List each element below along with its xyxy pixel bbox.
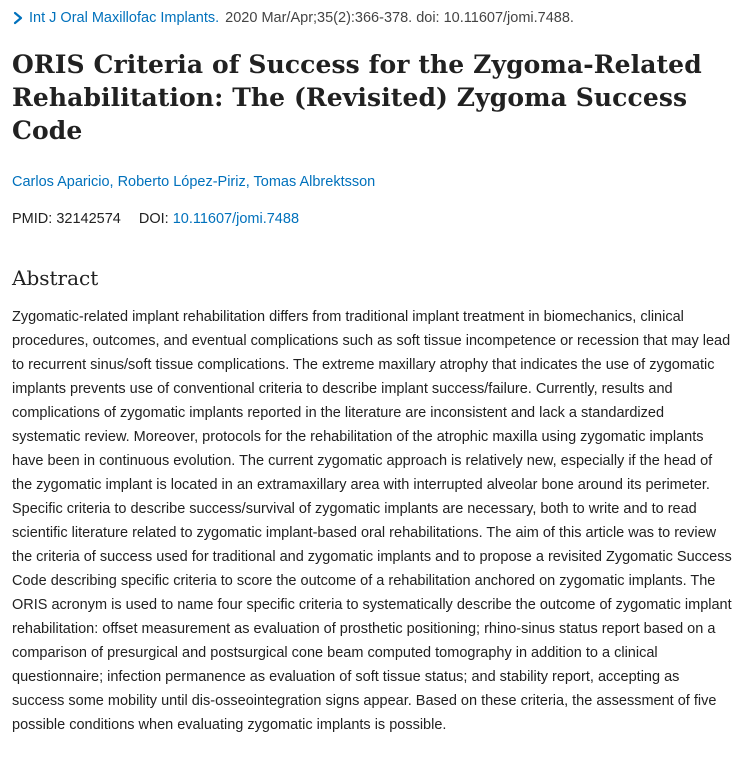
chevron-right-icon-graphic	[12, 11, 24, 25]
journal-citation	[12, 8, 732, 28]
author-separator: ,	[109, 174, 118, 190]
author-link-albrektsson[interactable]: Tomas Albrektsson	[253, 174, 376, 190]
abstract-heading: Abstract	[12, 266, 99, 290]
citation-details: 2020 Mar/Apr;35(2):366-378. doi: 10.11607/jomi.7488.	[225, 10, 574, 26]
author-link-aparicio[interactable]: Carlos Aparicio	[12, 174, 110, 190]
author-link-lopez-piriz[interactable]: Roberto López-Piriz	[117, 174, 246, 190]
pmid-label: PMID:	[12, 211, 53, 227]
article-title: ORIS Criteria of Success for the Zygoma-Related Rehabilitation: The (Revisited) Zygoma Success Code	[12, 50, 702, 145]
abstract-text: Zygomatic-related implant rehabilitation differs from traditional implant treatment in biomechanics, clinical procedures, outcomes, and eventual complications such as soft tissue incompetence or recession that may lead to recurrent sinus/soft tissue complications. The extreme maxillary atrophy that indicates the use of zygomatic implants prevents use of conventional criteria to describe implant success/failure. Currently, results and complications of zygomatic implants reported in the literature are inconsistent and lack a standardized systematic review. Moreover, protocols for the rehabilitation of the atrophic maxilla using zygomatic implants have been in continuous evolution. The current zygomatic approach is relatively new, especially if the head of the zygomatic implant is located in an extramaxillary area with interrupted alveolar bone around its perimeter. Specific criteria to describe success/survival of zygomatic implants are necessary, both to write and to read scientific literature related to zygomatic implant-based oral rehabilitations. The aim of this article was to review the criteria of success used for traditional and zygomatic implants and to propose a revisited Zygomatic Success Code describing specific criteria to score the outcome of a rehabilitation anchored on zygomatic implants. The ORIS acronym is used to name four specific criteria to systematically describe the outcome of zygomatic implant rehabilitation: offset measurement as evaluation of prosthetic positioning; rhino-sinus status report based on a comparison of presurgical and postsurgical cone beam computed tomography in addition to a clinical questionnaire; infection permanence as evaluation of soft tissue status; and stability report, accepting as success some mobility until dis-osseointegration signs appear. Based on these criteria, the assessment of five possible conditions when evaluating zygomatic implants is possible.	[12, 309, 732, 733]
identifiers	[12, 209, 732, 229]
journal-link[interactable]: Int J Oral Maxillofac Implants.	[29, 10, 220, 26]
author-separator: ,	[245, 174, 254, 190]
doi-link[interactable]: 10.11607/jomi.7488	[172, 211, 300, 227]
doi-label: DOI:	[138, 211, 169, 227]
chevron-right-icon[interactable]	[12, 11, 24, 25]
author-list	[12, 172, 732, 192]
pmid-value: 32142574	[56, 211, 121, 227]
